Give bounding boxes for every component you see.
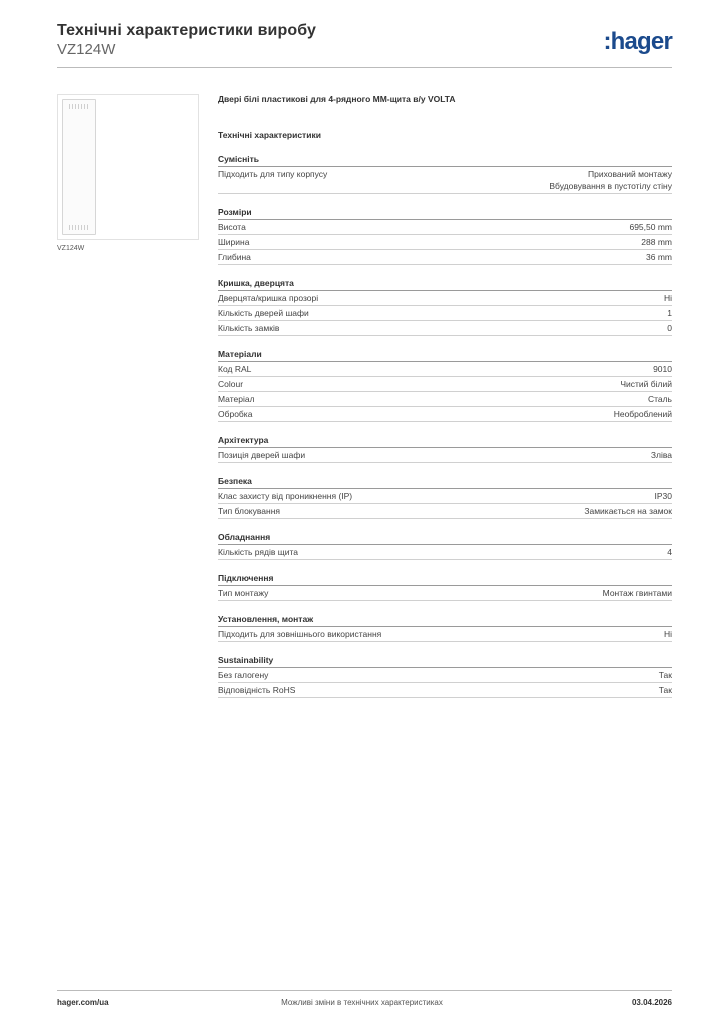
vent-bottom: [69, 225, 89, 230]
spec-row: [218, 377, 672, 392]
section-title: Матеріали: [218, 348, 672, 362]
spec-label: Позиція дверей шафи: [218, 450, 306, 460]
spec-row: [218, 504, 672, 519]
spec-row: [218, 489, 672, 504]
spec-label: Colour: [218, 379, 244, 389]
spec-section: [218, 475, 672, 519]
product-description: Двері білі пластикові для 4-рядного ММ-щита в/у VOLTA: [218, 94, 456, 104]
spec-value: 9010: [653, 364, 672, 374]
spec-value: IP30: [654, 491, 672, 501]
spec-value: 0: [667, 323, 672, 333]
spec-label: Дверцята/кришка прозорі: [218, 293, 319, 303]
spec-value: 695,50 mm: [629, 222, 672, 232]
spec-row: [218, 235, 672, 250]
spec-row: [218, 291, 672, 306]
spec-value: 1: [667, 308, 672, 318]
spec-row: [218, 306, 672, 321]
spec-row: [218, 362, 672, 377]
spec-row: [218, 250, 672, 265]
spec-label: Обробка: [218, 409, 253, 419]
spec-value: Так: [658, 670, 672, 680]
spec-section: [218, 613, 672, 642]
footer-date: 03.04.2026: [631, 998, 672, 1007]
spec-label: Кількість замків: [218, 323, 280, 333]
spec-label: Матеріал: [218, 394, 255, 404]
section-title: Архітектура: [218, 434, 672, 448]
spec-section: [218, 572, 672, 601]
spec-value: Прихований монтажу Вбудовування в пустотілу стіну: [549, 169, 672, 191]
spec-section: [218, 654, 672, 698]
spec-value: Ні: [663, 629, 672, 639]
spec-section: [218, 434, 672, 463]
spec-label: Висота: [218, 222, 246, 232]
spec-label: Ширина: [218, 237, 250, 247]
product-code: VZ124W: [57, 41, 116, 58]
spec-section: [218, 348, 672, 422]
spec-label: Кількість дверей шафи: [218, 308, 309, 318]
spec-section: [218, 277, 672, 336]
spec-row: [218, 392, 672, 407]
section-title: Обладнання: [218, 531, 672, 545]
section-title: Підключення: [218, 572, 672, 586]
spec-label: Глибина: [218, 252, 251, 262]
spec-value: Чистий білий: [620, 379, 672, 389]
spec-row: [218, 407, 672, 422]
hager-logo[interactable]: :hager: [603, 28, 672, 55]
spec-row: [218, 586, 672, 601]
spec-label: Клас захисту від проникнення (IP): [218, 491, 353, 501]
spec-content: [218, 94, 672, 698]
spec-value: Замикається на замок: [584, 506, 672, 516]
spec-value: Ні: [663, 293, 672, 303]
spec-value: Необроблений: [613, 409, 672, 419]
section-title: Sustainability: [218, 654, 672, 668]
spec-value: 288 mm: [641, 237, 672, 247]
spec-value: Зліва: [650, 450, 672, 460]
spec-section: [218, 153, 672, 194]
spec-row: [218, 448, 672, 463]
footer-disclaimer: Можливі зміни в технічних характеристиках: [281, 998, 443, 1007]
spec-row: [218, 683, 672, 698]
section-title: Безпека: [218, 475, 672, 489]
image-caption: VZ124W: [57, 245, 85, 252]
spec-row: [218, 167, 672, 194]
spec-label: Підходить для зовнішнього використання: [218, 629, 382, 639]
spec-sections: [218, 153, 672, 698]
section-title: Розміри: [218, 206, 672, 220]
spec-row: [218, 545, 672, 560]
spec-heading: Технічні характеристики: [218, 130, 321, 140]
spec-section: [218, 206, 672, 265]
spec-section: [218, 531, 672, 560]
spec-value: Сталь: [647, 394, 672, 404]
section-title: Установлення, монтаж: [218, 613, 672, 627]
spec-label: Підходить для типу корпусу: [218, 169, 328, 179]
footer-divider: [57, 990, 672, 991]
spec-row: [218, 220, 672, 235]
spec-value: 36 mm: [646, 252, 672, 262]
footer-website-link[interactable]: hager.com/ua: [57, 998, 109, 1007]
spec-label: Кількість рядів щита: [218, 547, 298, 557]
spec-row: [218, 668, 672, 683]
spec-label: Тип блокування: [218, 506, 281, 516]
spec-value: Монтаж гвинтами: [602, 588, 672, 598]
spec-label: Код RAL: [218, 364, 252, 374]
spec-label: Без галогену: [218, 670, 269, 680]
door-illustration: [62, 99, 96, 235]
spec-value: Так: [658, 685, 672, 695]
spec-row: [218, 321, 672, 336]
product-image: [57, 94, 199, 240]
header-divider: [57, 67, 672, 68]
spec-value: 4: [667, 547, 672, 557]
section-title: Кришка, дверцята: [218, 277, 672, 291]
page-title: Технічні характеристики виробу: [57, 22, 316, 39]
section-title: Сумісніть: [218, 153, 672, 167]
spec-label: Відповідність RoHS: [218, 685, 296, 695]
spec-label: Тип монтажу: [218, 588, 269, 598]
vent-top: [69, 104, 89, 109]
spec-row: [218, 627, 672, 642]
